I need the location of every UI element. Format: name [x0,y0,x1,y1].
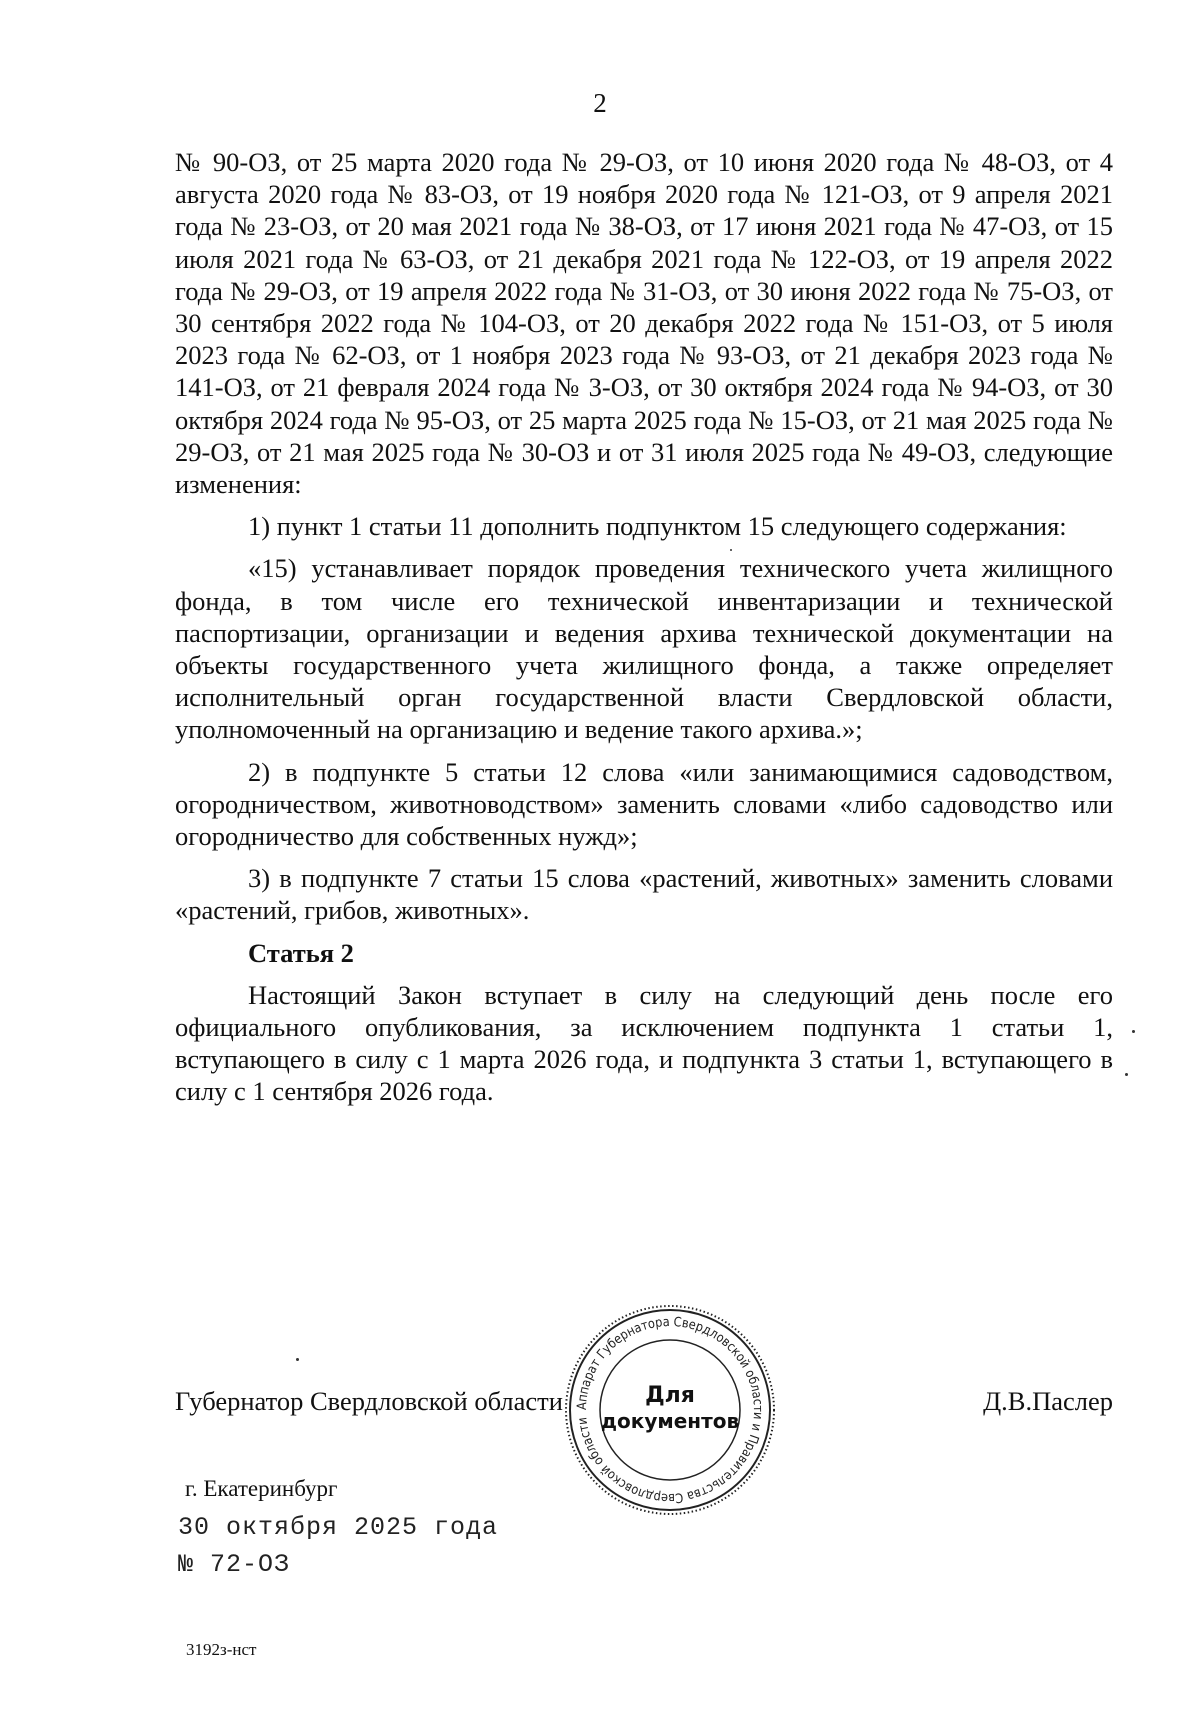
article-2-text: Настоящий Закон вступает в силу на следующий день после его официального опубликования, за исключением подпункта 1 статьи 1, вступающего в силу с 1 марта 2026 года, и подпункта 3 статьи 1, вступающего в силу с 1 сентября 2026 года. [175,979,1113,1107]
stamp-center-line2: документов [600,1409,740,1433]
stamp-center-line1: Для [645,1383,695,1408]
official-stamp [560,1300,780,1520]
law-date: 30 октября 2025 года [178,1513,499,1542]
amended-laws-paragraph: № 90-ОЗ, от 25 марта 2020 года № 29-ОЗ, от 10 июня 2020 года № 48-ОЗ, от 4 августа 2020 года № 83-ОЗ, от 19 ноября 2020 года № 121-ОЗ, от 9 апреля 2021 года № 23-ОЗ, от 20 мая 2021 года № 38-ОЗ, от 17 июня 2021 года № 47-ОЗ, от 15 июля 2021 года № 63-ОЗ, от 21 декабря 2021 года № 122-ОЗ, от 19 апреля 2022 года № 29-ОЗ, от 19 апреля 2022 года № 31-ОЗ, от 30 июня 2022 года № 75-ОЗ, от 30 сентября 2022 года № 104-ОЗ, от 20 декабря 2022 года № 151-ОЗ, от 5 июля 2023 года № 62-ОЗ, от 1 ноября 2023 года № 93-ОЗ, от 21 декабря 2023 года № 141-ОЗ, от 21 февраля 2024 года № 3-ОЗ, от 30 октября 2024 года № 94-ОЗ, от 30 октября 2024 года № 95-ОЗ, от 25 марта 2025 года № 15-ОЗ, от 21 мая 2025 года № 29-ОЗ, от 21 мая 2025 года № 30-ОЗ и от 31 июля 2025 года № 49-ОЗ, следующие изменения: [175,147,1113,500]
governor-name: Д.В.Паслер [983,1386,1113,1416]
amendment-item-1-content: «15) устанавливает порядок проведения технического учета жилищного фонда, в том числе его технической инвентаризации и технической паспортизации, организации и ведения архива технической документации на объекты государственного учета жилищного фонда, а также определяет исполнительный орган государственной власти Свердловской области, уполномоченный на организацию и ведение такого архива.»; [175,553,1113,745]
stamp-ring-text: Аппарат Губернатора Свердловской области и Правительства Свердловской области [574,1314,766,1506]
amendment-item-2: 2) в подпункте 5 статьи 12 слова «или занимающимися садоводством, огородничеством, животноводством» заменить словами «либо садоводство или огородничество для собственных нужд»; [175,756,1113,852]
scan-speck [296,1358,299,1361]
scan-speck [730,549,732,551]
amendment-item-3: 3) в подпункте 7 статьи 15 слова «растений, животных» заменить словами «растений, грибов, животных». [175,863,1113,926]
scan-speck [1132,1030,1135,1033]
city: г. Екатеринбург [185,1476,338,1501]
stamp-seal [560,1300,780,1520]
document-code: 3192з-нст [186,1640,257,1659]
article-2-title: Статья 2 [248,937,354,968]
scan-speck [1125,1073,1128,1076]
page-number: 2 [593,88,607,118]
amendment-item-1: 1) пункт 1 статьи 11 дополнить подпунктом 15 следующего содержания: [248,511,1067,542]
law-number: № 72-ОЗ [178,1550,291,1579]
governor-title: Губернатор Свердловской области [175,1386,563,1416]
document-body [175,146,1113,1118]
